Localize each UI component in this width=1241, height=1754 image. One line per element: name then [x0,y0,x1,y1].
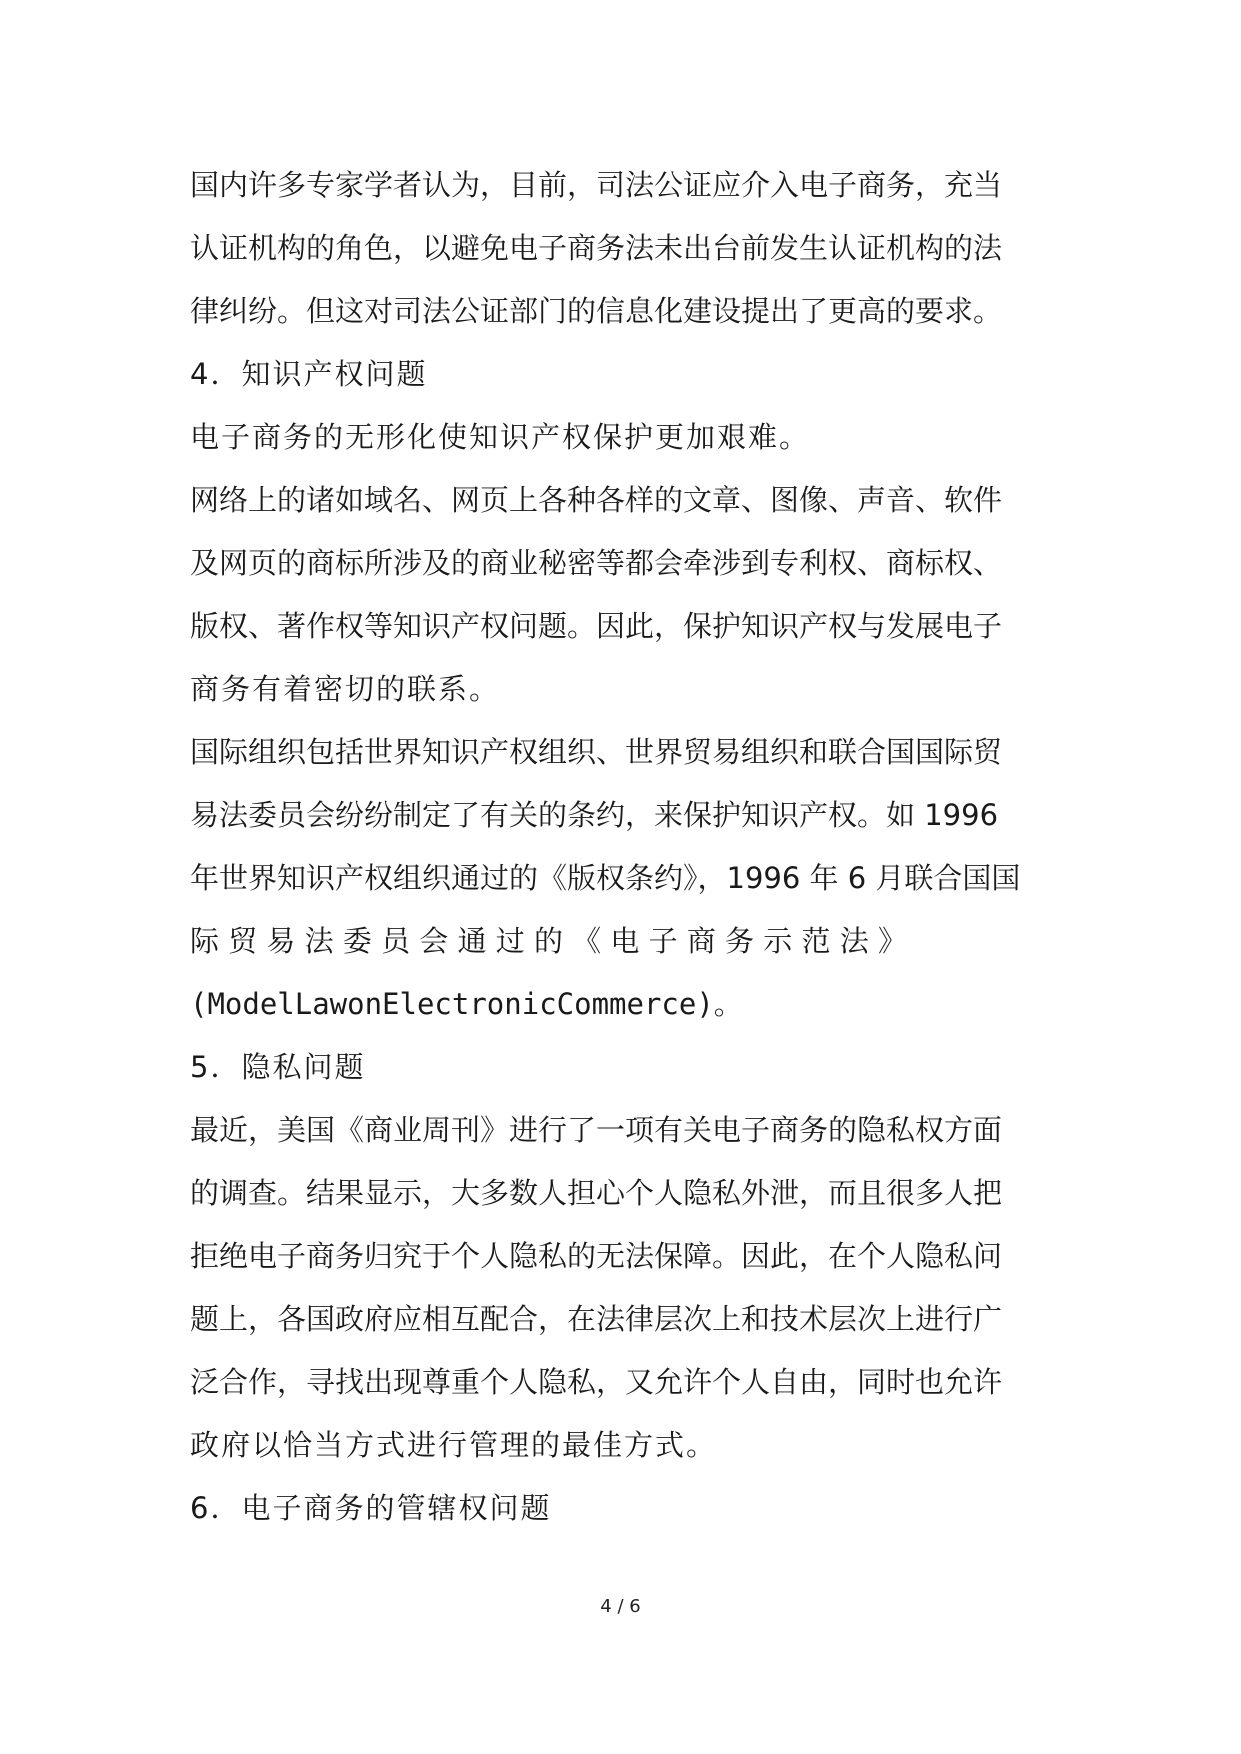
paragraph-line: 政府以恰当方式进行管理的最佳方式。 [190,1428,718,1462]
section-heading: 5．隐私问题 [190,1050,366,1084]
section-heading: 4．知识产权问题 [190,357,428,391]
paragraph-line: 商务有着密切的联系。 [190,672,501,706]
paragraph-line: 电子商务的无形化使知识产权保护更加艰难。 [190,420,811,454]
paragraph-line: 网络上的诸如域名、网页上各种各样的文章、图像、声音、软件 [190,483,1003,517]
page-number: 4 / 6 [600,1596,641,1617]
paragraph-line: 认证机构的角色，以避免电子商务法未出台前发生认证机构的法 [190,231,1003,265]
paragraph-line: 版权、著作权等知识产权问题。因此，保护知识产权与发展电子 [190,609,1003,643]
paragraph-line: 拒绝电子商务归究于个人隐私的无法保障。因此，在个人隐私问 [190,1239,1003,1273]
paragraph-line: 国际组织包括世界知识产权组织、世界贸易组织和联合国国际贸 [190,735,1003,769]
section-heading: 6．电子商务的管辖权问题 [190,1491,552,1525]
paragraph-line: 的调查。结果显示，大多数人担心个人隐私外泄，而且很多人把 [190,1176,1003,1210]
paragraph-line: 年世界知识产权组织通过的《版权条约》，1996 年 6 月联合国国 [190,861,1021,895]
paragraph-line: 易法委员会纷纷制定了有关的条约，来保护知识产权。如 1996 [190,798,999,832]
paragraph-line: 及网页的商标所涉及的商业秘密等都会牵涉到专利权、商标权、 [190,546,1003,580]
paragraph-line: (ModelLawonElectronicCommerce)。 [190,987,743,1021]
paragraph-line: 律纠纷。但这对司法公证部门的信息化建设提出了更高的要求。 [190,294,1003,328]
paragraph-line: 国内许多专家学者认为，目前，司法公证应介入电子商务，充当 [190,168,1003,202]
paragraph-line: 泛合作，寻找出现尊重个人隐私，又允许个人自由，同时也允许 [190,1365,1003,1399]
paragraph-line: 题上，各国政府应相互配合，在法律层次上和技术层次上进行广 [190,1302,1003,1336]
paragraph-line-justified: 际 贸 易 法 委 员 会 通 过 的 《 电 子 商 务 示 范 法 》 [190,924,907,958]
paragraph-line: 最近，美国《商业周刊》进行了一项有关电子商务的隐私权方面 [190,1113,1003,1147]
